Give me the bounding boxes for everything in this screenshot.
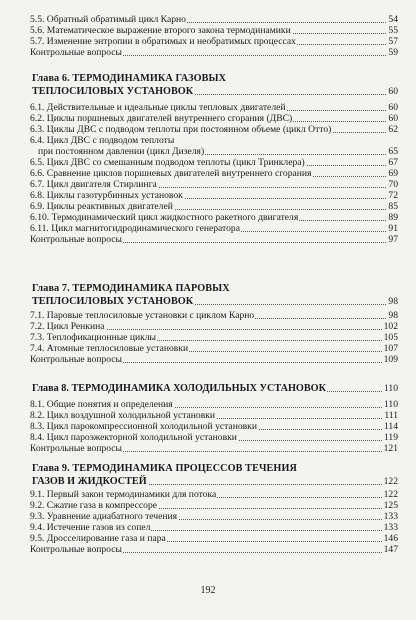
toc-entry[interactable] (0, 113, 416, 124)
toc-entry-page: 55 (388, 25, 398, 36)
toc-entry-page: 97 (388, 234, 398, 245)
toc-entry-label: 9.2. Сжатие газа в компрессоре (30, 500, 158, 511)
toc-entry-label: 7.2. Цикл Ренкина (30, 321, 105, 332)
toc-entry-label: 6.7. Цикл двигателя Стирлинга (30, 179, 157, 190)
toc-entry-page: 62 (388, 124, 398, 135)
toc-entry[interactable] (0, 157, 416, 168)
toc-entry-label: 6.1. Действительные и идеальные циклы тепловых двигателей (30, 102, 286, 113)
toc-entry-page: 85 (388, 201, 398, 212)
chapter-title[interactable]: Глава 6. ТЕРМОДИНАМИКА ГАЗОВЫХ (32, 73, 227, 84)
toc-entry-label: 6.6. Сравнение циклов поршневых двигателей внутреннего сгорания (30, 168, 312, 179)
toc-entry[interactable] (0, 168, 416, 179)
toc-entry-page: 91 (388, 223, 398, 234)
toc-entry-page: 110 (383, 399, 398, 410)
chapter-title-line[interactable] (0, 86, 416, 97)
toc-entry-label: ТЕПЛОСИЛОВЫХ УСТАНОВОК (32, 296, 194, 307)
toc-entry[interactable] (0, 25, 416, 36)
toc-entry[interactable] (0, 410, 416, 421)
toc-entry[interactable] (0, 47, 416, 58)
page-number: 192 (200, 585, 216, 596)
toc-entry-page: 121 (383, 443, 398, 454)
toc-entry-label: 6.8. Циклы газотурбинных установок (30, 190, 183, 201)
toc-entry[interactable] (0, 135, 416, 146)
toc-entry-label: 9.1. Первый закон термодинамики для потока (30, 489, 217, 500)
toc-entry-label: 5.6. Математическое выражение второго закона термодинамики (30, 25, 291, 36)
toc-entry[interactable] (0, 544, 416, 555)
toc-entry-page: 114 (383, 421, 398, 432)
toc-entry-label: 9.4. Истечение газов из сопел (30, 522, 151, 533)
toc-entry-page: 67 (388, 157, 398, 168)
toc-entry[interactable] (0, 124, 416, 135)
toc-entry[interactable] (0, 511, 416, 522)
toc-entry-page: 111 (384, 410, 398, 421)
toc-entry-label: 7.4. Атомные теплосиловые установки (30, 343, 189, 354)
toc-entry-page: 60 (388, 86, 398, 97)
toc-entry-page: 109 (383, 354, 398, 365)
toc-entry-page: 98 (388, 310, 398, 321)
toc-entry-page: 107 (383, 343, 398, 354)
toc-entry-page: 65 (388, 146, 398, 157)
toc-entry[interactable] (0, 421, 416, 432)
toc-entry[interactable] (0, 201, 416, 212)
toc-entry[interactable] (0, 102, 416, 113)
toc-entry-label: 6.4. Цикл ДВС с подводом теплоты (30, 135, 175, 146)
toc-entry[interactable] (0, 223, 416, 234)
toc-entry-page: 57 (388, 36, 398, 47)
toc-entry-label: 8.1. Общие понятия и определения (30, 399, 173, 410)
toc-entry-label: Контрольные вопросы (30, 234, 122, 245)
toc-entry[interactable] (0, 14, 416, 25)
toc-entry[interactable] (0, 321, 416, 332)
toc-entry-label: 6.10. Термодинамический цикл жидкостного ракетного двигателя (30, 212, 299, 223)
toc-entry[interactable] (0, 190, 416, 201)
toc-entry-label: 7.1. Паровые теплосиловые установки с циклом Карно (30, 310, 255, 321)
toc-entry-page: 119 (383, 432, 398, 443)
toc-entry[interactable] (0, 443, 416, 454)
toc-entry-page: 147 (383, 544, 398, 555)
toc-entry-label: 5.7. Изменение энтропии в обратимых и необратимых процессах (30, 36, 296, 47)
toc-entry-page: 133 (383, 511, 398, 522)
toc-entry[interactable] (0, 399, 416, 410)
toc-entry[interactable] (0, 179, 416, 190)
toc-entry[interactable] (0, 332, 416, 343)
toc-entry-label: 5.5. Обратный обратимый цикл Карно (30, 14, 186, 25)
toc-entry-label: 8.3. Цикл парокомпрессионной холодильной установки (30, 421, 257, 432)
toc-entry-page: 122 (383, 476, 398, 487)
toc-entry-label: 9.3. Уравнение адиабатного течения (30, 511, 178, 522)
toc-entry[interactable] (0, 432, 416, 443)
toc-entry-label: 6.5. Цикл ДВС со смешанным подводом теплоты (цикл Тринклера) (30, 157, 305, 168)
toc-entry-page: 125 (383, 500, 398, 511)
toc-entry-label: Контрольные вопросы (30, 354, 122, 365)
toc-entry[interactable] (0, 212, 416, 223)
toc-entry[interactable] (0, 343, 416, 354)
toc-entry-page: 102 (383, 321, 398, 332)
toc-entry-label: 6.3. Циклы ДВС с подводом теплоты при постоянном объеме (цикл Отто) (30, 124, 332, 135)
toc-entry-label: 7.3. Теплофикационные циклы (30, 332, 156, 343)
toc-entry-page: 89 (388, 212, 398, 223)
toc-entry-label: Контрольные вопросы (30, 544, 122, 555)
toc-entry[interactable] (0, 489, 416, 500)
toc-entry-page: 122 (383, 489, 398, 500)
chapter-title[interactable]: Глава 7. ТЕРМОДИНАМИКА ПАРОВЫХ (32, 283, 230, 294)
toc-entry-label: ГАЗОВ И ЖИДКОСТЕЙ (32, 476, 147, 487)
toc-entry-label: Контрольные вопросы (30, 47, 122, 58)
toc-entry[interactable] (0, 310, 416, 321)
chapter-title-line[interactable] (0, 296, 416, 307)
toc-entry-label: 6.9. Циклы реактивных двигателей (30, 201, 173, 212)
toc-entry[interactable] (0, 500, 416, 511)
toc-entry[interactable] (0, 234, 416, 245)
toc-entry-page: 105 (383, 332, 398, 343)
toc-entry-label: 9.5. Дросселирование газа и пара (30, 533, 166, 544)
toc-entry-label: Контрольные вопросы (30, 443, 122, 454)
toc-entry[interactable] (0, 522, 416, 533)
chapter-title-line[interactable] (0, 476, 416, 487)
toc-entry-page: 146 (383, 533, 398, 544)
toc-entry[interactable] (0, 36, 416, 47)
toc-entry-label: Глава 8. ТЕРМОДИНАМИКА ХОЛОДИЛЬНЫХ УСТАНОВОК (32, 383, 326, 394)
toc-entry-page: 59 (388, 47, 398, 58)
toc-entry[interactable] (0, 533, 416, 544)
toc-entry-page: 110 (383, 383, 398, 394)
toc-entry-page: 72 (388, 190, 398, 201)
toc-entry-label: при постоянном давлении (цикл Дизеля) (38, 146, 205, 157)
toc-entry-page: 98 (388, 296, 398, 307)
toc-entry-page: 69 (388, 168, 398, 179)
toc-entry[interactable] (0, 146, 416, 157)
toc-entry-page: 60 (388, 113, 398, 124)
toc-entry-page: 133 (383, 522, 398, 533)
toc-entry-label: 6.11. Цикл магнитогидродинамического генератора (30, 223, 240, 234)
toc-entry-page: 60 (388, 102, 398, 113)
toc-entry-page: 70 (388, 179, 398, 190)
chapter-title[interactable]: Глава 9. ТЕРМОДИНАМИКА ПРОЦЕССОВ ТЕЧЕНИЯ (32, 463, 297, 474)
toc-entry-label: ТЕПЛОСИЛОВЫХ УСТАНОВОК (32, 86, 194, 97)
toc-entry-label: 6.2. Циклы поршневых двигателей внутреннего сгорания (ДВС) (30, 113, 293, 124)
toc-entry-label: 8.2. Цикл воздушной холодильной установки (30, 410, 216, 421)
toc-entry-label: 8.4. Цикл пароэжекторной холодильной установки (30, 432, 237, 443)
toc-entry-page: 54 (388, 14, 398, 25)
toc-entry[interactable] (0, 354, 416, 365)
chapter-title-line[interactable] (0, 383, 416, 394)
